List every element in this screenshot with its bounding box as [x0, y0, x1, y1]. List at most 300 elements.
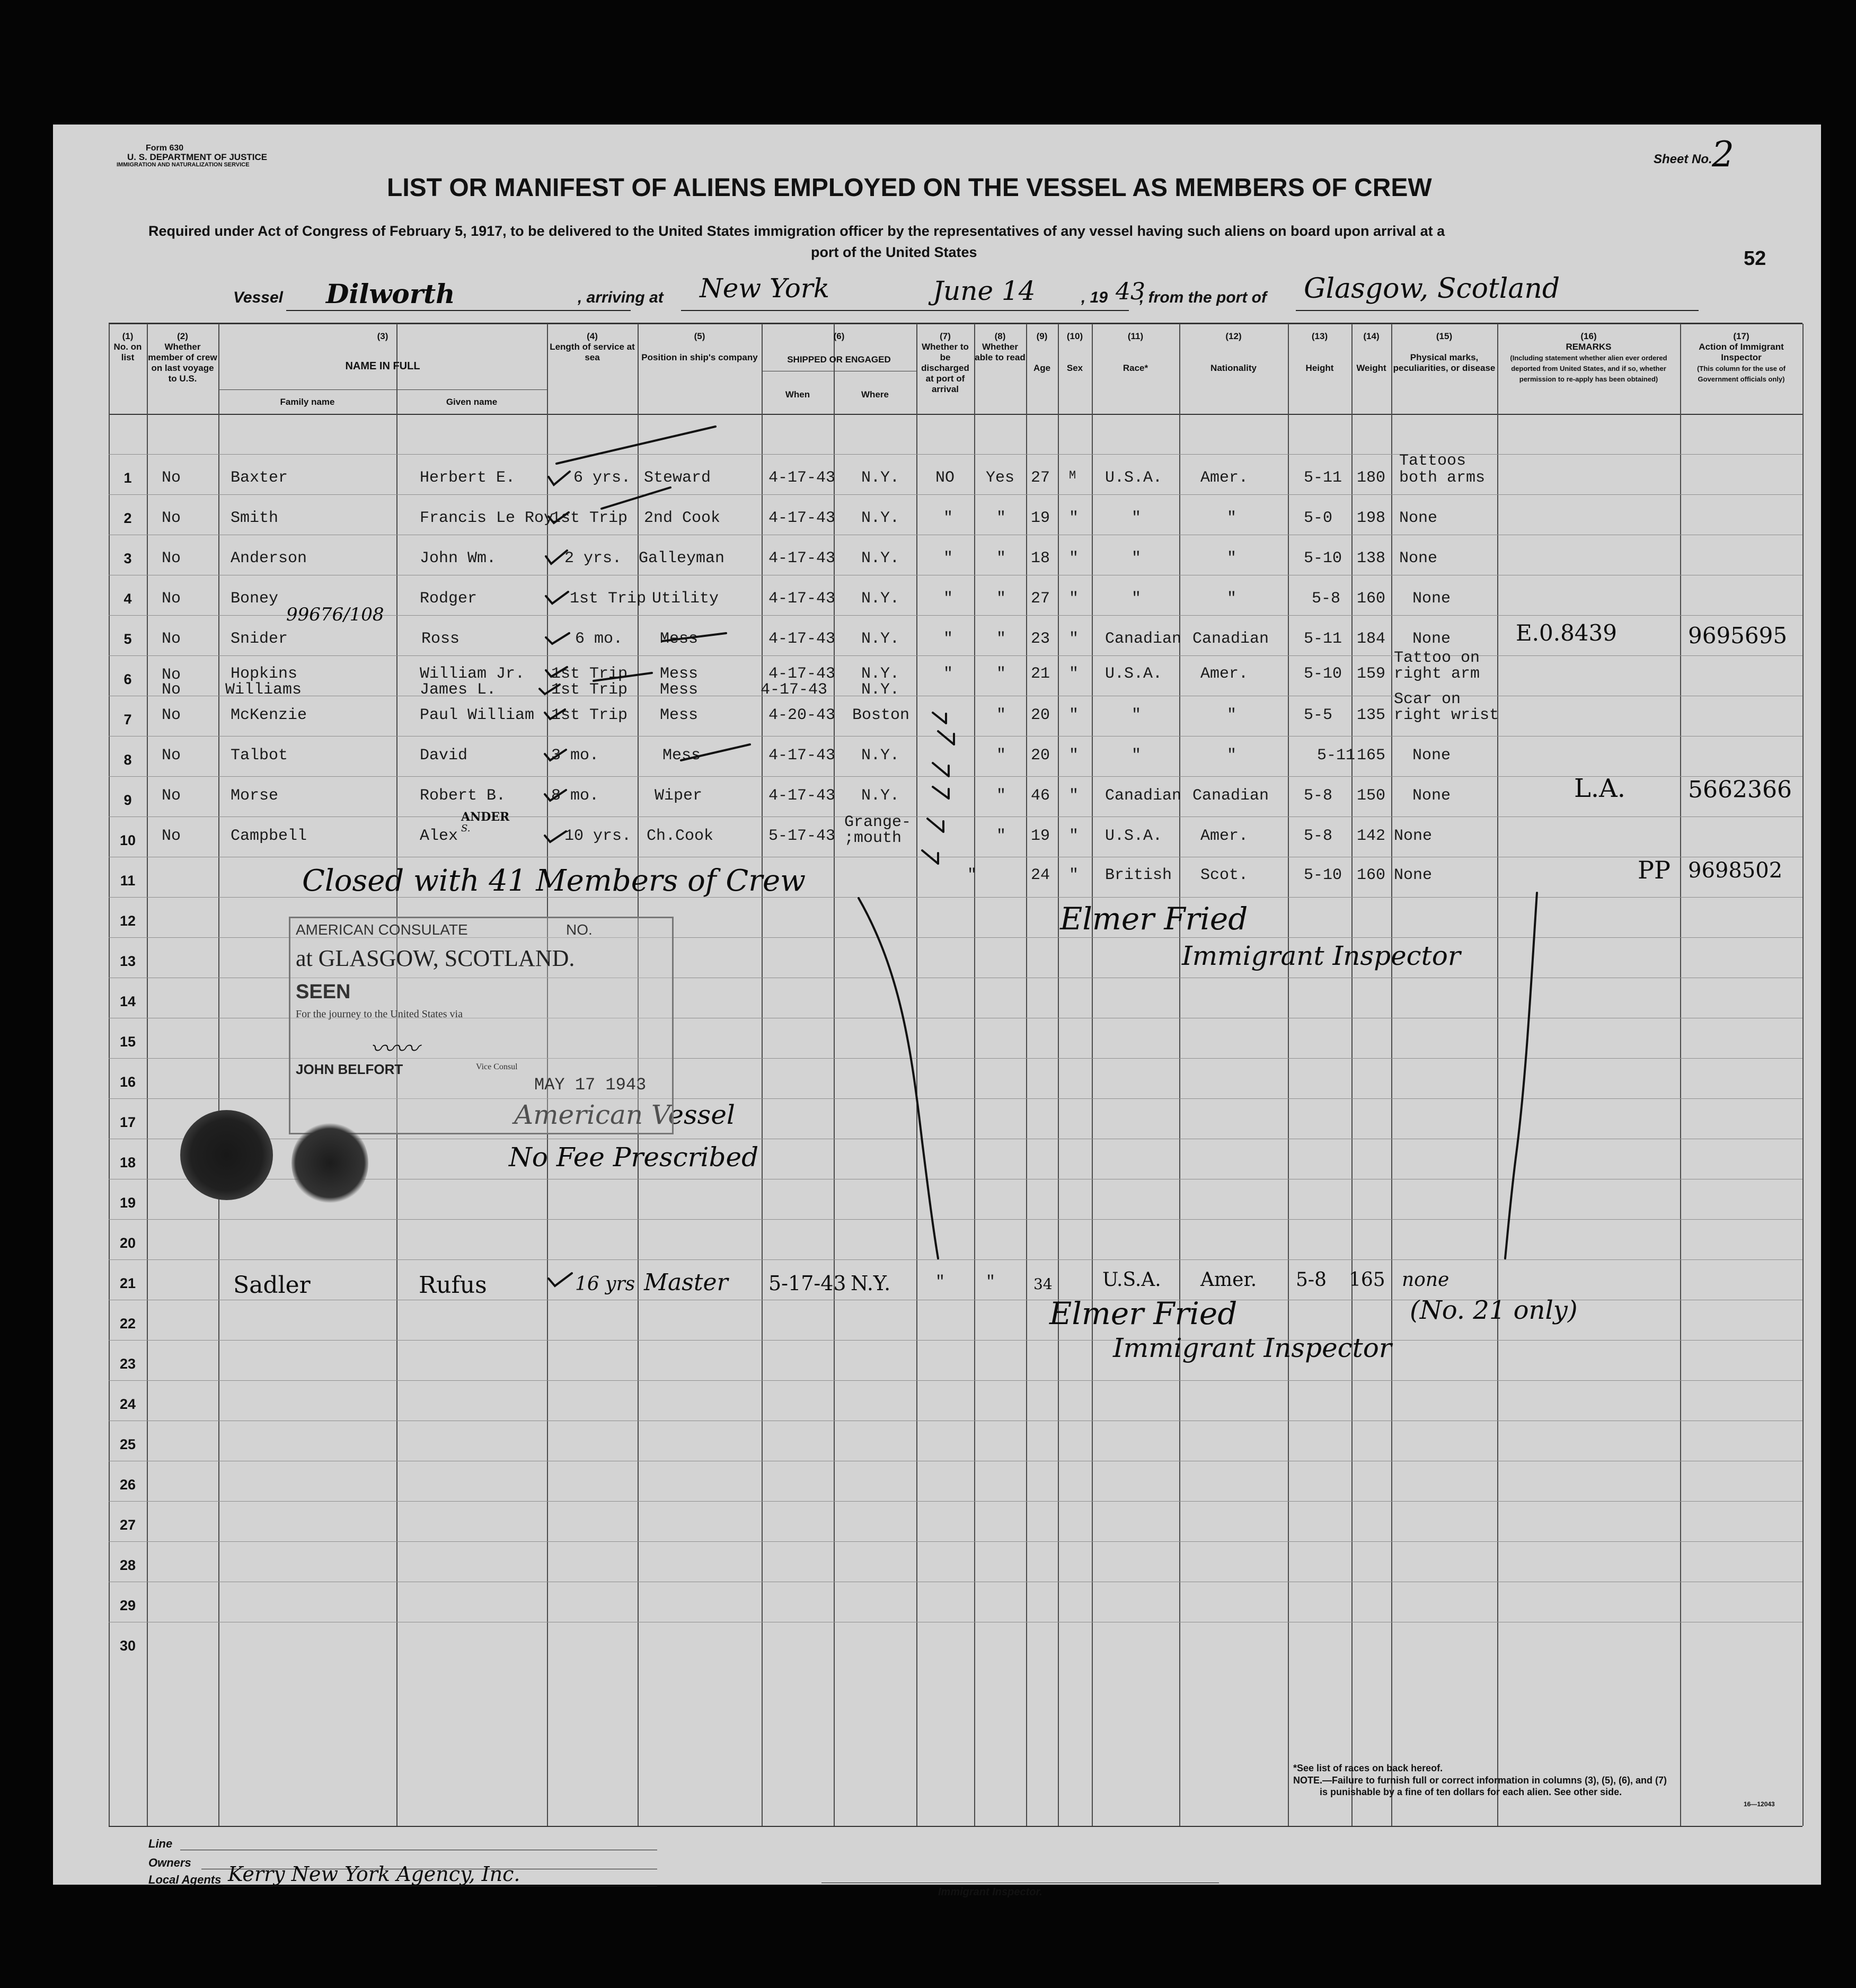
signature-1: Elmer Fried [1060, 901, 1248, 937]
cell-nationality: " [1227, 590, 1237, 608]
cell-weight: 180 [1357, 469, 1386, 487]
cell-given-name: Alex [420, 827, 458, 845]
cell-family-name: Hopkins [231, 665, 298, 683]
cell-position: Wiper [655, 787, 703, 805]
col-header-height: (13) Height [1305, 331, 1334, 373]
strike-line [602, 487, 670, 509]
cell-last-voyage: No [162, 509, 181, 527]
cell-action: 9695695 [1688, 623, 1788, 649]
cell-family-name: Boney [231, 590, 279, 608]
vessel-label: Vessel [233, 289, 283, 306]
cell-race: U.S.A. [1102, 1269, 1161, 1291]
department: U. S. DEPARTMENT OF JUSTICE [127, 152, 268, 162]
cell-nationality: Amer. [1200, 665, 1249, 683]
cell-read: Yes [986, 469, 1015, 487]
row-number: 17 [119, 1114, 136, 1130]
cell-last-voyage: No [162, 706, 181, 724]
arrow-mark [922, 850, 938, 864]
service: IMMIGRATION AND NATURALIZATION SERVICE [117, 162, 250, 168]
cell-weight: 184 [1357, 630, 1386, 648]
cell-read: " [996, 747, 1006, 765]
stamp-officer-title: Vice Consul [476, 1062, 518, 1071]
cell-service: 16 yrs [575, 1273, 635, 1295]
cell-read: " [996, 827, 1006, 845]
snider-note: 99676/108 [286, 604, 384, 625]
cell-last-voyage: No [162, 469, 181, 487]
cell-age: 20 [1031, 747, 1050, 765]
stamp-seen: SEEN [296, 981, 351, 1003]
row-number: 18 [119, 1155, 136, 1170]
cell-race: " [1132, 747, 1142, 765]
cell-when: 4-17-43 [768, 747, 836, 765]
cell-race: U.S.A. [1105, 827, 1163, 845]
cell-position: 2nd Cook [644, 509, 721, 527]
cell-nationality: " [1227, 549, 1237, 567]
cell-weight: 198 [1357, 509, 1386, 527]
cell-height: 5-5 [1304, 706, 1333, 724]
col-header-marks: (15) Physical marks, peculiarities, or disease [1393, 331, 1496, 373]
cell-weight: 150 [1357, 787, 1386, 805]
footer-inspector-label: Immigrant Inspector. [938, 1886, 1042, 1898]
cell-height: 5-11 [1304, 469, 1342, 487]
page-number: 52 [1744, 247, 1766, 270]
check-mark [549, 1273, 572, 1286]
cell-race: U.S.A. [1105, 665, 1163, 683]
cell-discharged: " [943, 590, 953, 608]
cell-age: 18 [1031, 549, 1050, 567]
cell-position: Galleyman [639, 549, 725, 567]
cell-service: 8 mo. [551, 787, 599, 805]
row-number: 25 [119, 1436, 136, 1452]
cell-height: 5-10 [1304, 665, 1342, 683]
cell-where: Grange- [844, 813, 912, 831]
footer-code: 16—12043 [1744, 1800, 1775, 1808]
cell-service: 2 yrs. [564, 549, 622, 567]
row-number: 6 [123, 671, 132, 687]
cell-sex: " [1069, 787, 1079, 805]
cell-marks: None [1412, 747, 1451, 765]
sheet-label: Sheet No. [1654, 152, 1712, 166]
cell-family-name: Snider [231, 630, 288, 648]
cell-age: 46 [1031, 787, 1050, 805]
cell-age: 27 [1031, 590, 1050, 608]
cell-race: British [1105, 866, 1172, 884]
row-number: 7 [123, 712, 132, 727]
cell-age: 34 [1033, 1275, 1053, 1293]
footer-note-2: is punishable by a fine of ten dollars for each alien. See other side. [1320, 1787, 1622, 1797]
cell-marks: None [1394, 827, 1433, 845]
col-header-nationality: (12) Nationality [1210, 331, 1257, 373]
cell-remarks: PP [1638, 856, 1671, 884]
check-mark [546, 551, 567, 564]
cell-family-name: Anderson [231, 549, 307, 567]
cell-age: 19 [1031, 509, 1050, 527]
check-mark [545, 831, 566, 842]
cell-last-voyage: No [162, 666, 181, 684]
cell-service: 6 mo. [575, 630, 623, 648]
sheet-number: 2 [1712, 134, 1734, 175]
cell-sex: M [1069, 469, 1076, 482]
cell-position: Utility [652, 590, 719, 608]
cell-marks: Tattoos [1399, 452, 1466, 470]
arriving-label: , arriving at [578, 289, 664, 306]
footer-line-label: Line [148, 1837, 173, 1850]
cell-service: 1st Trip [551, 509, 628, 527]
cell-service: 10 yrs. [564, 827, 632, 845]
row-number: 19 [119, 1195, 136, 1211]
cell-last-voyage: No [162, 590, 181, 608]
cell-read: " [967, 866, 977, 884]
row-number: 9 [123, 792, 132, 808]
col-header-sex: (10) Sex [1066, 331, 1083, 373]
check-mark [549, 472, 570, 485]
arrow-mark [938, 731, 954, 744]
col-header-name: (3) [377, 331, 388, 341]
wax-seal [291, 1121, 368, 1205]
cell-height: 5-0 [1304, 509, 1333, 527]
cell-where: N.Y. [861, 509, 900, 527]
strike-line [662, 633, 726, 641]
arrow-mark [933, 713, 946, 723]
cell-service: 1st Trip [551, 665, 628, 683]
year-value: 43 [1116, 278, 1145, 305]
cell-when: 5-17-43 [768, 1272, 846, 1295]
no-fee-note: No Fee Prescribed [509, 1142, 759, 1173]
cell-position: Ch.Cook [647, 827, 714, 845]
manifest-sheet [53, 125, 1821, 1898]
cell-where: N.Y. [861, 549, 900, 567]
strike-line [594, 673, 652, 681]
cell-sex: " [1069, 549, 1079, 567]
row-number: 16 [119, 1074, 136, 1090]
cell-age: 19 [1031, 827, 1050, 845]
col-header-service: (4) Length of service at sea [550, 331, 635, 362]
cell-race: " [1132, 706, 1142, 724]
cell-nationality: " [1227, 509, 1237, 527]
cell-when: 4-17-43 [768, 630, 836, 648]
cell-age: 27 [1031, 469, 1050, 487]
cell-where: N.Y. [861, 747, 900, 765]
cell-age: 20 [1031, 706, 1050, 724]
cell-read: " [996, 630, 1006, 648]
year-label: , 19 [1081, 289, 1108, 306]
cell-service: 1st Trip [551, 706, 628, 724]
row-number: 13 [119, 953, 136, 969]
cell-height: 5-8 [1296, 1269, 1327, 1291]
footer-owners-label: Owners [148, 1856, 191, 1869]
campbell-given-note-2: S. [461, 823, 471, 834]
row-number: 10 [119, 832, 136, 848]
cell-given-name: James L. [420, 681, 497, 699]
cell-nationality: " [1227, 747, 1237, 765]
cell-weight: 138 [1357, 549, 1386, 567]
page-title: LIST OR MANIFEST OF ALIENS EMPLOYED ON THE VESSEL AS MEMBERS OF CREW [387, 174, 1432, 202]
cell-age: 21 [1031, 665, 1050, 683]
cell-where: Boston [852, 706, 910, 724]
col-header-name-title: NAME IN FULL [345, 360, 420, 372]
arrow-mark [933, 787, 949, 798]
cell-remarks: E.0.8439 [1516, 620, 1617, 646]
cell-family-name: Campbell [231, 827, 307, 845]
cell-nationality: Scot. [1200, 866, 1249, 884]
check-mark [549, 512, 569, 523]
cell-given-name: Herbert E. [420, 469, 516, 487]
row-number: 29 [119, 1598, 136, 1613]
cell-where: N.Y. [861, 681, 900, 699]
cell-height: 5-11 [1317, 747, 1356, 765]
cell-action: 9698502 [1688, 858, 1783, 883]
cell-marks: right wrist [1394, 706, 1499, 724]
cell-marks: None [1399, 509, 1438, 527]
cell-family-name: Morse [231, 787, 279, 805]
row-number: 27 [119, 1517, 136, 1533]
cell-sex: " [1069, 706, 1079, 724]
cell-discharged: " [935, 1273, 945, 1291]
inspector-title-2: Immigrant Inspector [1113, 1333, 1392, 1363]
from-port: Glasgow, Scotland [1304, 273, 1560, 305]
footer-races-note: *See list of races on back hereof. [1293, 1763, 1443, 1773]
cell-when: 4-17-43 [761, 681, 828, 699]
row-number: 1 [123, 470, 132, 486]
row-number: 28 [119, 1557, 136, 1573]
row21-note: (No. 21 only) [1410, 1295, 1578, 1325]
col-header-family-name: Family name [280, 397, 335, 407]
cell-remarks: L.A. [1574, 774, 1626, 803]
strike-line [681, 744, 750, 760]
cell-sex: " [1069, 866, 1079, 884]
cell-position: Mess [660, 706, 699, 724]
cell-marks: Tattoo on [1394, 649, 1480, 667]
cell-age: 24 [1031, 866, 1050, 884]
cell-last-voyage: No [162, 827, 181, 845]
stamp-date: MAY 17 1943 [534, 1075, 647, 1095]
cell-height: 5-10 [1304, 549, 1342, 567]
cell-weight: 160 [1357, 590, 1386, 608]
cell-discharged: " [943, 630, 953, 648]
cell-height: 5-8 [1312, 590, 1341, 608]
cell-weight: 165 [1349, 1269, 1385, 1291]
stamp-consulate: AMERICAN CONSULATE [296, 921, 468, 938]
cell-position: Mess [662, 747, 701, 765]
check-mark [546, 667, 567, 677]
cell-nationality: Amer. [1200, 469, 1249, 487]
stamp-location: at GLASGOW, SCOTLAND. [296, 945, 575, 971]
col-header-remarks: (16) REMARKS (Including statement whether alien ever ordered deported from United States, and if so, whether permission to re-apply has been obtained) [1510, 331, 1667, 383]
check-mark [546, 592, 568, 604]
cell-where: N.Y. [861, 590, 900, 608]
cell-read: " [996, 590, 1006, 608]
cell-family-name: Baxter [231, 469, 288, 487]
cell-race: " [1132, 590, 1142, 608]
cell-weight: 142 [1357, 827, 1386, 845]
cell-last-voyage: No [162, 630, 181, 648]
cell-family-name: Talbot [231, 747, 288, 765]
cell-race: " [1132, 509, 1142, 527]
cell-weight: 135 [1357, 706, 1386, 724]
from-port-label: , from the port of [1139, 289, 1267, 306]
stamp-no-label: NO. [566, 921, 593, 938]
cell-given-name: Rodger [420, 590, 478, 608]
cell-read: " [996, 787, 1006, 805]
cell-service: 1st Trip [551, 681, 628, 699]
stamp-officer-signature: 〰〰 [370, 1034, 419, 1063]
cell-given-name: Francis Le Roy [420, 509, 554, 527]
cell-discharged: NO [935, 469, 955, 487]
cell-weight: 165 [1357, 747, 1386, 765]
cell-family-name: McKenzie [231, 706, 307, 724]
cell-given-name: Robert B. [420, 787, 506, 805]
row-number: 23 [119, 1356, 136, 1372]
cell-nationality: " [1227, 706, 1237, 724]
arrival-date: June 14 [933, 276, 1036, 306]
col-header-weight: (14) Weight [1356, 331, 1386, 373]
bracket-line [859, 898, 938, 1258]
consulate-stamp [289, 917, 674, 1134]
check-mark [545, 790, 566, 801]
cell-race: Canadian [1105, 630, 1182, 648]
cell-marks: Scar on [1394, 690, 1461, 708]
cell-last-voyage: No [162, 681, 181, 699]
cell-given-name: John Wm. [420, 549, 497, 567]
row-number: 4 [123, 591, 132, 607]
cell-where: N.Y. [861, 469, 900, 487]
row-number: 15 [119, 1034, 136, 1050]
col-header-when: When [785, 389, 810, 400]
cell-when: 4-17-43 [768, 787, 836, 805]
row-number: 8 [123, 752, 132, 768]
cell-where: N.Y. [861, 787, 900, 805]
row-number: 20 [119, 1235, 136, 1251]
form-subtitle: Required under Act of Congress of February 5, 1917, to be delivered to the United States immigration officer by the representatives of any vessel having such aliens on board upon arrival at a [148, 223, 1445, 239]
footer-agents-label: Local Agents [148, 1873, 222, 1886]
cell-position: Mess [660, 681, 699, 699]
cell-given-name: Ross [421, 630, 460, 648]
cell-sex: " [1069, 665, 1079, 683]
col-header-last-voyage: (2) Whether member of crew on last voyage to U.S. [148, 331, 217, 384]
cell-given-name: Rufus [419, 1272, 487, 1299]
cell-sex: " [1069, 630, 1079, 648]
cell-sex: " [1069, 590, 1079, 608]
cell-when: 4-17-43 [768, 665, 836, 683]
arriving-port: New York [700, 273, 829, 304]
cell-given-name: William Jr. [420, 665, 525, 683]
col-header-read: (8) Whether able to read [975, 331, 1026, 362]
cell-height: 5-8 [1304, 827, 1333, 845]
arrow-mark [927, 819, 943, 832]
cell-sex: " [1069, 827, 1079, 845]
american-vessel-note: American Vessel [514, 1099, 735, 1130]
cell-race: Canadian [1105, 787, 1182, 805]
cell-when: 4-17-43 [768, 469, 836, 487]
col-header-shipped-title: SHIPPED OR ENGAGED [787, 354, 891, 365]
col-header-position: (5) Position in ship's company [641, 331, 758, 362]
cell-service: 1st Trip [570, 590, 647, 608]
form-subtitle-2: port of the United States [811, 244, 977, 260]
row-number: 12 [119, 913, 136, 929]
cell-family-name: Williams [225, 681, 302, 699]
col-header-age: (9) Age [1033, 331, 1051, 373]
cell-nationality: Amer. [1200, 1269, 1257, 1291]
cell-read: " [996, 706, 1006, 724]
check-mark [546, 633, 569, 644]
cell-marks: None [1394, 866, 1433, 884]
cell-family-name: Smith [231, 509, 279, 527]
strike-line [556, 427, 715, 464]
cell-marks-2: right arm [1394, 665, 1480, 683]
cell-nationality: Canadian [1192, 630, 1269, 648]
cell-age: 23 [1031, 630, 1050, 648]
cell-last-voyage: No [162, 549, 181, 567]
col-header-action: (17) Action of Immigrant Inspector (This column for the use of Government officials only) [1697, 331, 1786, 383]
stamp-officer: JOHN BELFORT [296, 1061, 403, 1077]
footer-agents-value: Kerry New York Agency, Inc. [228, 1862, 520, 1886]
cell-last-voyage: No [162, 747, 181, 765]
cell-race: " [1132, 549, 1142, 567]
cell-height: 5-10 [1304, 866, 1342, 884]
cell-action: 5662366 [1688, 776, 1792, 803]
footer-note-1: NOTE.—Failure to furnish full or correct information in columns (3), (5), (6), and (7) [1293, 1775, 1667, 1786]
col-header-race: (11) Race* [1123, 331, 1148, 373]
col-header-num: (1) No. on list [113, 331, 142, 362]
cell-marks: None [1412, 630, 1451, 648]
cell-discharged: " [943, 509, 953, 527]
row-number: 21 [119, 1275, 136, 1291]
row-number: 3 [123, 551, 132, 566]
row-number: 24 [119, 1396, 136, 1412]
cell-where: N.Y. [851, 1272, 891, 1295]
check-mark [545, 750, 566, 760]
cell-marks: None [1399, 549, 1438, 567]
cell-last-voyage: No [162, 787, 181, 805]
cell-sex: " [1069, 747, 1079, 765]
cell-where-2: ;mouth [844, 829, 902, 847]
cell-when: 4-17-43 [768, 549, 836, 567]
cell-height: 5-11 [1304, 630, 1342, 648]
cell-nationality: Amer. [1200, 827, 1249, 845]
cell-marks: none [1402, 1269, 1450, 1291]
col-header-shipped: (6) [833, 331, 845, 341]
cell-marks: None [1412, 590, 1451, 608]
cell-where: N.Y. [861, 665, 900, 683]
row-number: 5 [123, 631, 132, 647]
cell-discharged: " [943, 665, 953, 683]
check-mark [545, 709, 565, 719]
row-number: 14 [119, 993, 136, 1009]
row-number: 26 [119, 1477, 136, 1493]
cell-where: N.Y. [861, 630, 900, 648]
col-header-where: Where [861, 389, 889, 400]
cell-when: 4-20-43 [768, 706, 836, 724]
row-number: 22 [119, 1316, 136, 1332]
cell-weight: 160 [1357, 866, 1386, 884]
stamp-journey: For the journey to the United States via [296, 1008, 463, 1020]
arrow-mark [933, 763, 949, 776]
cell-marks-2: both arms [1399, 469, 1486, 487]
cell-nationality: Canadian [1192, 787, 1269, 805]
cell-service: 6 yrs. [573, 469, 631, 487]
cell-discharged: " [943, 549, 953, 567]
cell-read: " [986, 1273, 996, 1291]
cell-position: Mess [660, 665, 699, 683]
col-header-given-name: Given name [446, 397, 498, 407]
bracket-line [1505, 893, 1537, 1258]
embossed-seal [180, 1110, 273, 1200]
signature-2: Elmer Fried [1049, 1295, 1238, 1332]
cell-family-name: Sadler [233, 1272, 311, 1299]
cell-height: 5-8 [1304, 787, 1333, 805]
cell-given-name: David [420, 747, 468, 765]
cell-position: Steward [644, 469, 711, 487]
